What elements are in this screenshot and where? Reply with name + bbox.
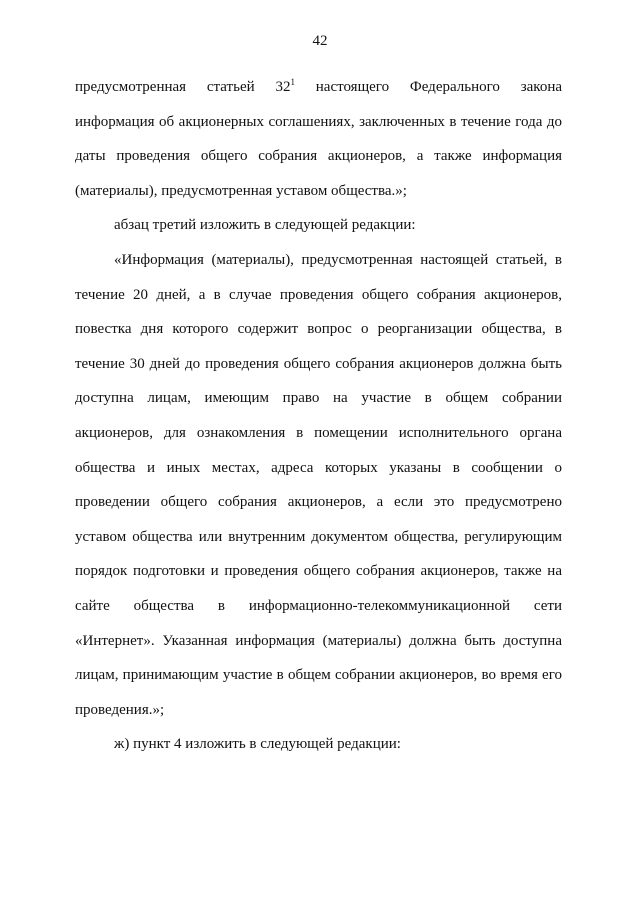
paragraph-3-line: «Информация (материалы), предусмотренная настоящей статьей, в [114,251,562,268]
paragraph-3-line: доступна лицам, имеющим право на участие в общем собрании [75,390,562,407]
paragraph-3-line: общества и иных местах, адреса которых указаны в сообщении о [75,459,562,476]
paragraph-3-line: повестка дня которого содержит вопрос о реорганизации общества, в [75,321,562,338]
paragraph-3-line: «Интернет». Указанная информация (материалы) должна быть доступна [75,632,562,649]
paragraph-3-line: порядок подготовки и проведения общего собрания акционеров, также на [75,563,562,580]
document-body [75,70,562,762]
paragraph-3-line: сайте общества в информационно-телекоммуникационной сети [75,597,562,614]
paragraph-3-line: течение 30 дней до проведения общего собрания акционеров должна быть [75,355,562,372]
paragraph-3-line: уставом общества или внутренним документом общества, регулирующим [75,528,562,545]
paragraph-3-line: проведения.»; [75,701,165,718]
page-number: 42 [312,33,328,49]
paragraph-1-line-4: (материалы), предусмотренная уставом общества.»; [75,182,407,199]
paragraph-4-line-1: ж) пункт 4 изложить в следующей редакции: [114,736,401,753]
article-superscript: 1 [290,77,295,87]
paragraph-3-line: лицам, принимающим участие в общем собрании акционеров, во время его [75,667,562,684]
paragraph-2-line-1: абзац третий изложить в следующей редакции: [114,217,416,234]
paragraph-1-line-1 [75,70,562,105]
paragraph-3-line: течение 20 дней, а в случае проведения общего собрания акционеров, [75,286,562,303]
paragraph-1-line-1-pre: предусмотренная статьей 32 [75,79,291,95]
paragraph-1-line-1-post: настоящего Федерального закона [294,79,562,95]
paragraph-1-line-3: даты проведения общего собрания акционеров, а также информация [75,148,562,165]
paragraph-3-line: акционеров, для ознакомления в помещении исполнительного органа [75,424,562,441]
paragraph-1-line-2: информация об акционерных соглашениях, заключенных в течение года до [75,113,562,130]
paragraph-3-line: проведении общего собрания акционеров, а если это предусмотрено [75,494,562,511]
